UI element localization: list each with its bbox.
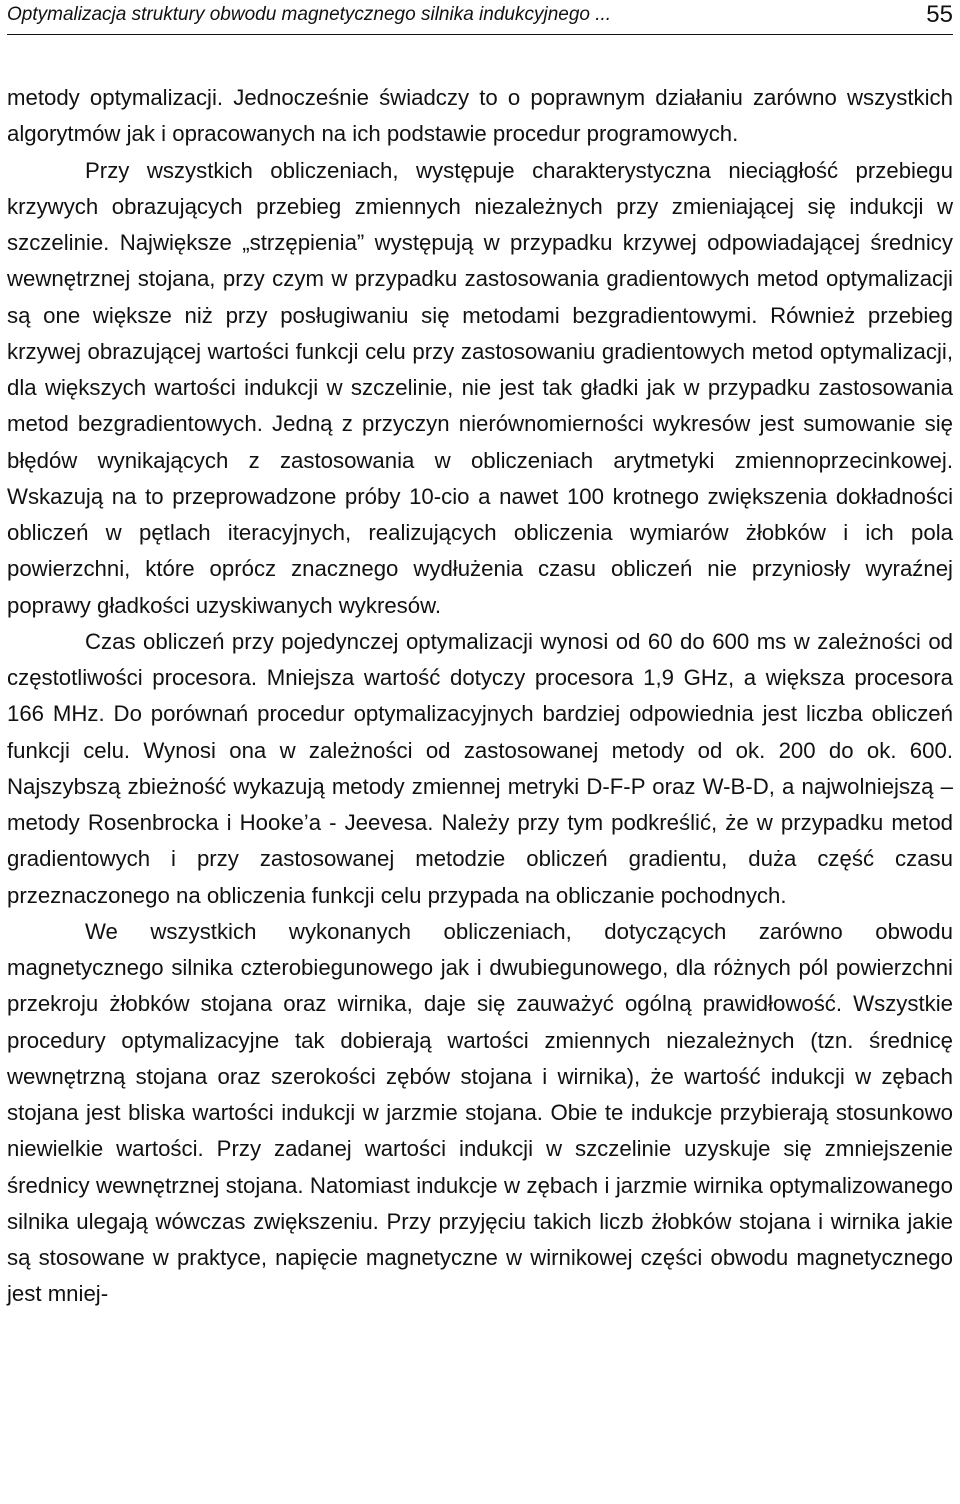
body-text: [7, 80, 953, 1313]
document-page: [7, 0, 953, 1313]
paragraph-general-regularity: We wszystkich wykonanych obliczeniach, dotyczących zarówno obwodu magnetycznego silnika czterobiegunowego jak i dwubiegunowego, dla różnych pól powierzchni przekroju żłobków stojana oraz wirnika, daje się zauważyć ogólną prawidłowość. Wszystkie procedury optymalizacyjne tak dobierają wartości zmiennych niezależnych (tzn. średnicę wewnętrzną stojana oraz szerokości zębów stojana i wirnika), że wartość indukcji w zębach stojana jest bliska wartości indukcji w jarzmie stojana. Obie te indukcje przybierają stosunkowo niewielkie wartości. Przy zadanej wartości indukcji w szczelinie uzyskuje się zmniejszenie średnicy wewnętrznej stojana. Natomiast indukcje w zębach i jarzmie wirnika optymalizowanego silnika ulegają wówczas zwiększeniu. Przy przyjęciu takich liczb żłobków stojana i wirnika jakie są stosowane w praktyce, napięcie magnetyczne w wirnikowej części obwodu magnetycznego jest mniej-: [7, 918, 953, 1307]
page-number: 55: [926, 1, 953, 28]
paragraph-computation-time: Czas obliczeń przy pojedynczej optymalizacji wynosi od 60 do 600 ms w zależności od częstotliwości procesora. Mniejsza wartość dotyczy procesora 1,9 GHz, a większa procesora 166 MHz. Do porównań procedur optymalizacyjnych bardziej odpowiednia jest liczba obliczeń funkcji celu. Wynosi ona w zależności od zastosowanej metody od ok. 200 do ok. 600. Najszybszą zbieżność wykazują metody zmiennej metryki D-F-P oraz W-B-D, a najwolniejszą – metody Rosenbrocka i Hooke’a - Jeevesa. Należy przy tym podkreślić, że w przypadku metod gradientowych i przy zastosowanej metodzie obliczeń gradientu, duża część czasu przeznaczonego na obliczenia funkcji celu przypada na obliczanie pochodnych.: [7, 628, 953, 908]
running-header: [7, 0, 953, 35]
paragraph-discontinuity: Przy wszystkich obliczeniach, występuje charakterystyczna nieciągłość przebiegu krzywych obrazujących przebieg zmiennych niezależnych przy zmieniającej się indukcji w szczelinie. Największe „strzępienia” występują w przypadku krzywej odpowiadającej średnicy wewnętrznej stojana, przy czym w przypadku zastosowania gradientowych metod optymalizacji są one większe niż przy posługiwaniu się metodami bezgradientowymi. Również przebieg krzywej obrazującej wartości funkcji celu przy zastosowaniu gradientowych metod optymalizacji, dla większych wartości indukcji w szczelinie, nie jest tak gładki jak w przypadku zastosowania metod bezgradientowych. Jedną z przyczyn nierównomierności wykresów jest sumowanie się błędów wynikających z zastosowania w obliczeniach arytmetyki zmiennoprzecinkowej. Wskazują na to przeprowadzone próby 10-cio a nawet 100 krotnego zwiększenia dokładności obliczeń w pętlach iteracyjnych, realizujących obliczenia wymiarów żłobków i ich pola powierzchni, które oprócz znacznego wydłużenia czasu obliczeń nie przyniosły wyraźnej poprawy gładkości uzyskiwanych wykresów.: [7, 157, 953, 618]
running-header-title: Optymalizacja struktury obwodu magnetycznego silnika indukcyjnego ...: [7, 4, 612, 25]
paragraph-continuation: metody optymalizacji. Jednocześnie świadczy to o poprawnym działaniu zarówno wszystkich algorytmów jak i opracowanych na ich podstawie procedur programowych.: [7, 85, 953, 147]
